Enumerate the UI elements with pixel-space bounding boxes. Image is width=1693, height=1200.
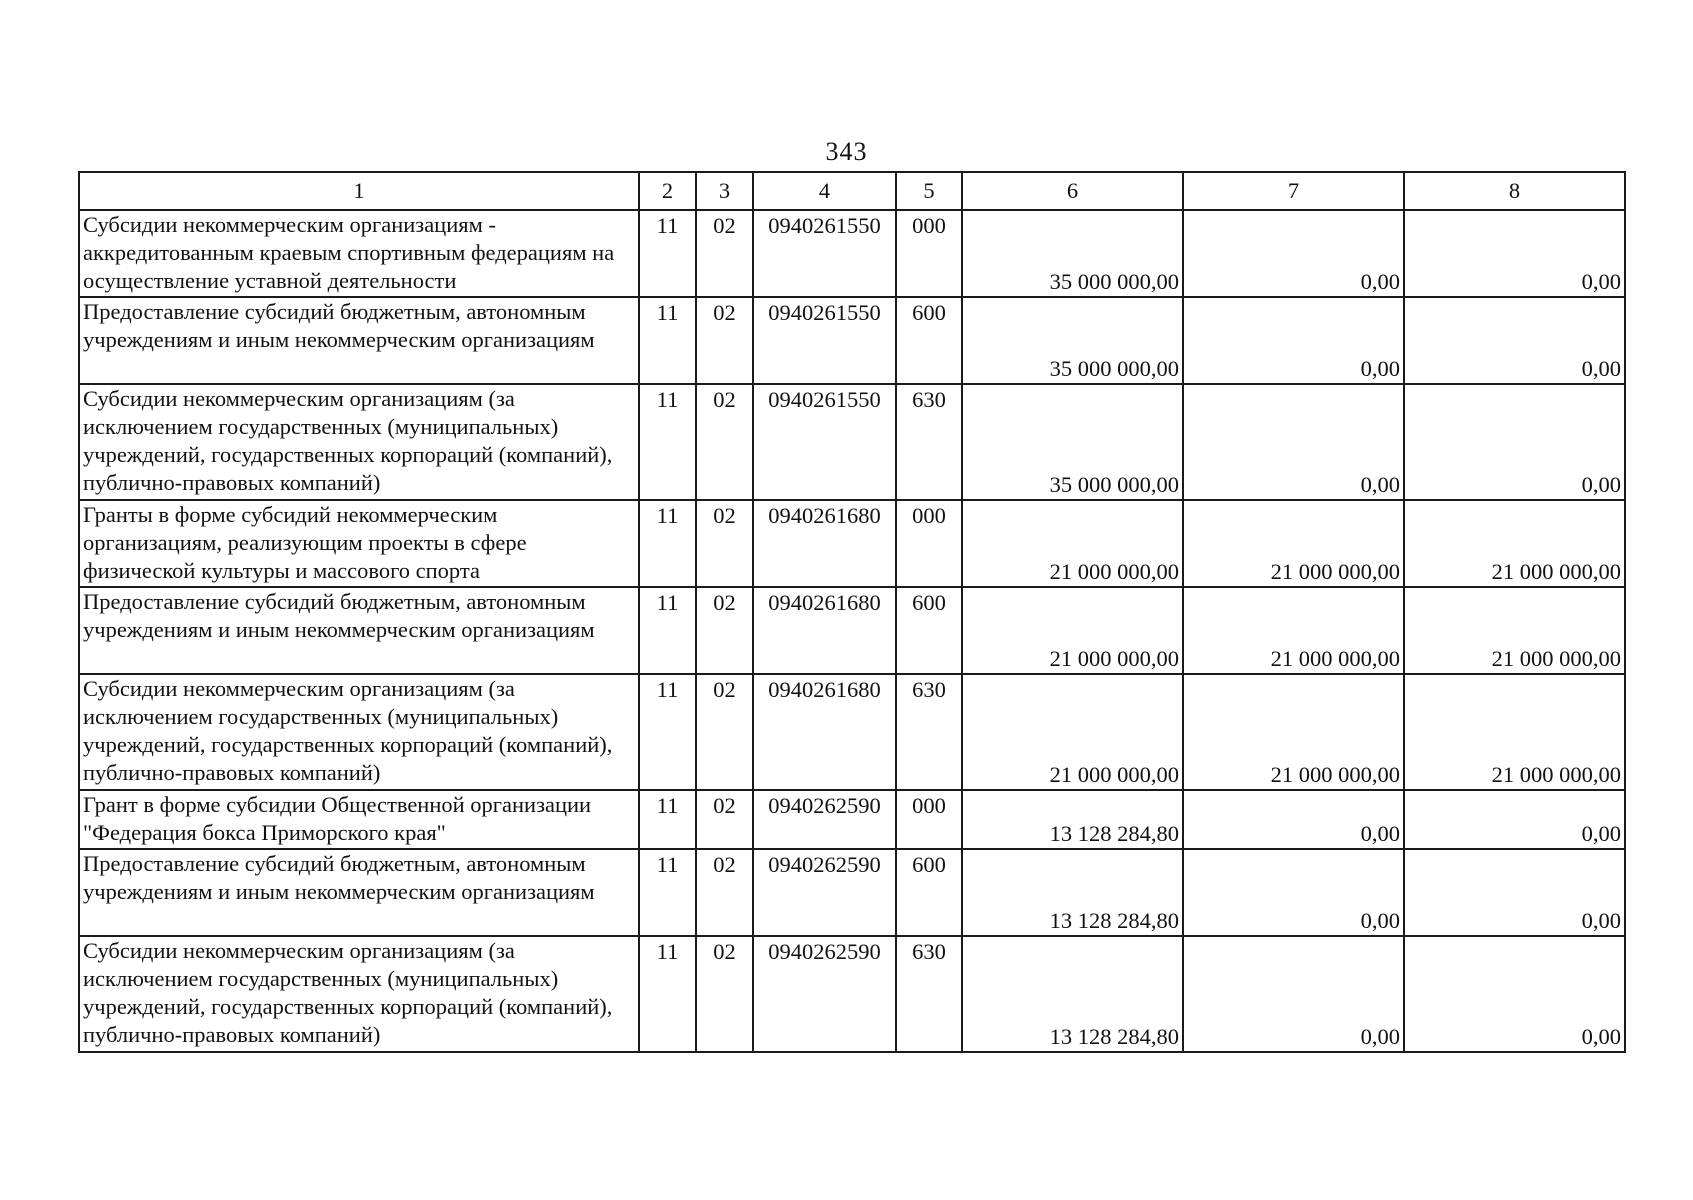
target-article-cell: 0940261550 (753, 297, 896, 384)
section-cell: 11 (639, 674, 696, 790)
subsection-cell: 02 (696, 384, 753, 500)
subsection-cell: 02 (696, 500, 753, 587)
row-name-cell: Предоставление субсидий бюджетным, автономным учреждениям и иным некоммерческим организациям (79, 587, 639, 674)
target-article-cell: 0940262590 (753, 790, 896, 849)
subsection-cell: 02 (696, 210, 753, 297)
table-row (79, 210, 1625, 297)
section-cell: 11 (639, 790, 696, 849)
amount-cell: 21 000 000,00 (962, 500, 1183, 587)
amount-cell: 0,00 (1183, 849, 1404, 936)
section-cell: 11 (639, 384, 696, 500)
row-name-cell: Субсидии некоммерческим организациям (за исключением государственных (муниципальных) учреждений, государственных корпораций (компаний), публично-правовых компаний) (79, 674, 639, 790)
amount-cell: 0,00 (1183, 936, 1404, 1052)
amount-cell: 21 000 000,00 (962, 674, 1183, 790)
section-cell: 11 (639, 849, 696, 936)
amount-cell: 0,00 (1404, 936, 1625, 1052)
subsection-cell: 02 (696, 674, 753, 790)
row-name-cell: Предоставление субсидий бюджетным, автономным учреждениям и иным некоммерческим организациям (79, 297, 639, 384)
amount-cell: 0,00 (1183, 790, 1404, 849)
target-article-cell: 0940262590 (753, 849, 896, 936)
table-row (79, 500, 1625, 587)
amount-cell: 0,00 (1404, 790, 1625, 849)
row-name-cell: Грант в форме субсидии Общественной организации "Федерация бокса Приморского края" (79, 790, 639, 849)
section-cell: 11 (639, 297, 696, 384)
amount-cell: 35 000 000,00 (962, 297, 1183, 384)
subsection-cell: 02 (696, 936, 753, 1052)
header-row (79, 172, 1625, 210)
section-cell: 11 (639, 587, 696, 674)
amount-cell: 21 000 000,00 (962, 587, 1183, 674)
row-name-cell: Субсидии некоммерческим организациям - аккредитованным краевым спортивным федерациям на осуществление уставной деятельности (79, 210, 639, 297)
column-header: 6 (962, 172, 1183, 210)
target-article-cell: 0940262590 (753, 936, 896, 1052)
expense-type-cell: 600 (896, 849, 962, 936)
expense-type-cell: 630 (896, 384, 962, 500)
amount-cell: 21 000 000,00 (1183, 587, 1404, 674)
section-cell: 11 (639, 936, 696, 1052)
amount-cell: 0,00 (1404, 849, 1625, 936)
expense-type-cell: 600 (896, 297, 962, 384)
row-name-cell: Субсидии некоммерческим организациям (за исключением государственных (муниципальных) учреждений, государственных корпораций (компаний), публично-правовых компаний) (79, 936, 639, 1052)
column-header: 3 (696, 172, 753, 210)
expense-type-cell: 630 (896, 936, 962, 1052)
column-header: 2 (639, 172, 696, 210)
amount-cell: 13 128 284,80 (962, 936, 1183, 1052)
target-article-cell: 0940261550 (753, 210, 896, 297)
amount-cell: 0,00 (1404, 297, 1625, 384)
target-article-cell: 0940261680 (753, 500, 896, 587)
column-header: 4 (753, 172, 896, 210)
target-article-cell: 0940261550 (753, 384, 896, 500)
amount-cell: 21 000 000,00 (1404, 500, 1625, 587)
table-row (79, 936, 1625, 1052)
expense-type-cell: 000 (896, 210, 962, 297)
amount-cell: 21 000 000,00 (1183, 500, 1404, 587)
column-header: 5 (896, 172, 962, 210)
table-row (79, 849, 1625, 936)
amount-cell: 21 000 000,00 (1404, 587, 1625, 674)
table-body (79, 210, 1625, 1052)
column-header: 8 (1404, 172, 1625, 210)
target-article-cell: 0940261680 (753, 587, 896, 674)
amount-cell: 0,00 (1404, 210, 1625, 297)
section-cell: 11 (639, 500, 696, 587)
expense-type-cell: 630 (896, 674, 962, 790)
amount-cell: 21 000 000,00 (1404, 674, 1625, 790)
amount-cell: 13 128 284,80 (962, 849, 1183, 936)
amount-cell: 35 000 000,00 (962, 210, 1183, 297)
budget-table (78, 171, 1626, 1053)
amount-cell: 35 000 000,00 (962, 384, 1183, 500)
expense-type-cell: 000 (896, 790, 962, 849)
subsection-cell: 02 (696, 849, 753, 936)
table-row (79, 790, 1625, 849)
column-header: 1 (79, 172, 639, 210)
amount-cell: 0,00 (1183, 210, 1404, 297)
table-row (79, 384, 1625, 500)
subsection-cell: 02 (696, 587, 753, 674)
table-row (79, 587, 1625, 674)
page-number: 343 (825, 137, 868, 166)
amount-cell: 13 128 284,80 (962, 790, 1183, 849)
amount-cell: 0,00 (1183, 297, 1404, 384)
row-name-cell: Предоставление субсидий бюджетным, автономным учреждениям и иным некоммерческим организациям (79, 849, 639, 936)
amount-cell: 0,00 (1183, 384, 1404, 500)
subsection-cell: 02 (696, 297, 753, 384)
subsection-cell: 02 (696, 790, 753, 849)
table-row (79, 297, 1625, 384)
column-header: 7 (1183, 172, 1404, 210)
row-name-cell: Субсидии некоммерческим организациям (за исключением государственных (муниципальных) учреждений, государственных корпораций (компаний), публично-правовых компаний) (79, 384, 639, 500)
expense-type-cell: 000 (896, 500, 962, 587)
target-article-cell: 0940261680 (753, 674, 896, 790)
amount-cell: 21 000 000,00 (1183, 674, 1404, 790)
amount-cell: 0,00 (1404, 384, 1625, 500)
expense-type-cell: 600 (896, 587, 962, 674)
row-name-cell: Гранты в форме субсидий некоммерческим организациям, реализующим проекты в сфере физической культуры и массового спорта (79, 500, 639, 587)
section-cell: 11 (639, 210, 696, 297)
table-row (79, 674, 1625, 790)
